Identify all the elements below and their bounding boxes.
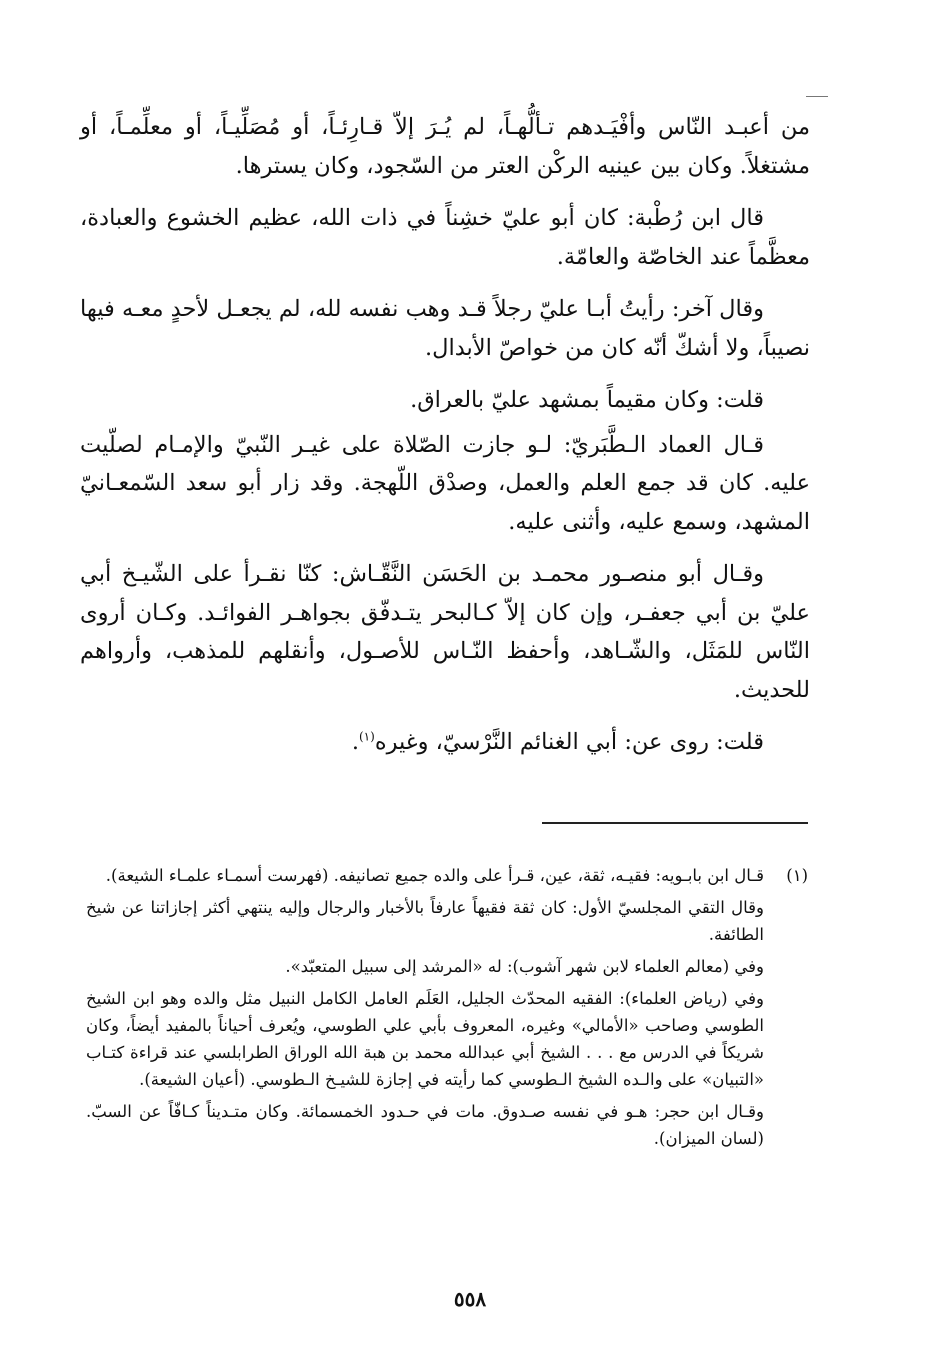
paragraph-2: قال ابن رُطْبة: كان أبو عليّ خشِناً في ذات الله، عظيم الخشوع والعبادة، معظَّماً عند الخاصّة والعامّة. — [80, 205, 810, 270]
footnote-number: (١) — [786, 866, 808, 885]
page-number: ٥٥٨ — [453, 1287, 487, 1311]
footnote-paragraph: وفي (رياض العلماء): الفقيه المحدّث الجليل، العَلَم العامل الكامل النبيل مثل والده وهو ابن الشيخ الطوسي وصاحب «الأمالي» وغيره، المعروف بأبي علي الطوسي، ويُعرف أحياناً بالمفيد أيضاً، وكان شريكاً في الدرس مع . . . الشيخ أبي عبدالله محمد بن هبة الله الوراق الطرابلسي عند قراءة كتـاب «التبيان» على والـده الشيخ الـطوسي كما رأيته في إجازة للشيـخ الـطوسي. (أعيان الشيعة). — [86, 989, 764, 1089]
paragraph-6: وقـال أبو منصـور محمـد بن الحَسَن النَّقّـاش: كنّا نقـرأ على الشّيـخ أبي عليّ بن أبي جعفـر، وإن كان إلاّ كـالبحر يتـدفّق بجواهـر الفوائـد. وكـان أروى النّاس للمَثَل، والشّـاهد، وأحفظ النّـاس للأصـول، وأنقلهم للمذهب، وأرواهم للحديث. — [80, 561, 810, 703]
paragraph-1: من أعبـد النّاس وأفْيَـدهم تـألُّهـاً، لم يُـرَ إلاّ قـارِئـاً، أو مُصَلِّيـاً، أو معلِّمـاً، أو مشتغلاً. وكان بين عينيه الركْن العتر من السّجود، وكان يسترها. — [80, 114, 810, 179]
top-mark — [806, 96, 828, 97]
footnote-paragraph: وفي (معالم العلماء لابن شهر آشوب): له «المرشد إلى سبيل المتعبّد». — [285, 957, 764, 976]
footnote-1 — [86, 862, 808, 1157]
paragraph-5: قـال العماد الـطَّبَريّ: لـو جازت الصّلاة على غيـر النّبيّ والإمـام لصلّيت عليه. كان قد جمع العلم والعمل، وصدْق اللّهجة. وقد زار أبو سعد السّمعـانيّ المشهد، وسمع عليه، وأثنى عليه. — [80, 431, 810, 535]
paragraph-7-end: . — [351, 729, 359, 755]
footnote-reference: (١) — [358, 729, 375, 744]
paragraph-4: قلت: وكان مقيماً بمشهد عليّ بالعراق. — [410, 387, 764, 413]
paragraph-7-text: قلت: روى عن: أبي الغنائم النَّرْسيّ، وغيره — [374, 729, 764, 755]
footnotes — [86, 862, 808, 1157]
paragraph-3: وقال آخر: رأيتُ أبـا عليّ رجلاً قـد وهب نفسه لله، لم يجعـل لأحدٍ معـه فيها نصيباً، ولا أشكّ أنّه كان من خواصّ الأبدال. — [80, 296, 810, 361]
footnote-paragraph: وقال التقي المجلسيّ الأول: كان ثقة فقيهاً عارفاً بالأخبار والرجال وإليه ينتهي أكثر إجازاتنا عن شيخ الطائفة. — [86, 898, 764, 944]
main-text — [80, 108, 810, 762]
footnote-paragraph: قـال ابن بابـويه: فقيـه، ثقة، عين، قـرأ على والده جميع تصانيفه. (فهرست أسمـاء علمـاء الشيعة). — [105, 866, 764, 885]
paragraph-7 — [80, 723, 810, 762]
footnote-separator — [542, 822, 808, 824]
footnote-paragraph: وقـال ابن حجر: هـو في نفسه صـدوق. مات في حـدود الخمسمائة. وكان متـديناً كـافّاً عن السبّ. (لسان الميزان). — [86, 1102, 764, 1148]
footnote-body — [86, 862, 764, 1157]
